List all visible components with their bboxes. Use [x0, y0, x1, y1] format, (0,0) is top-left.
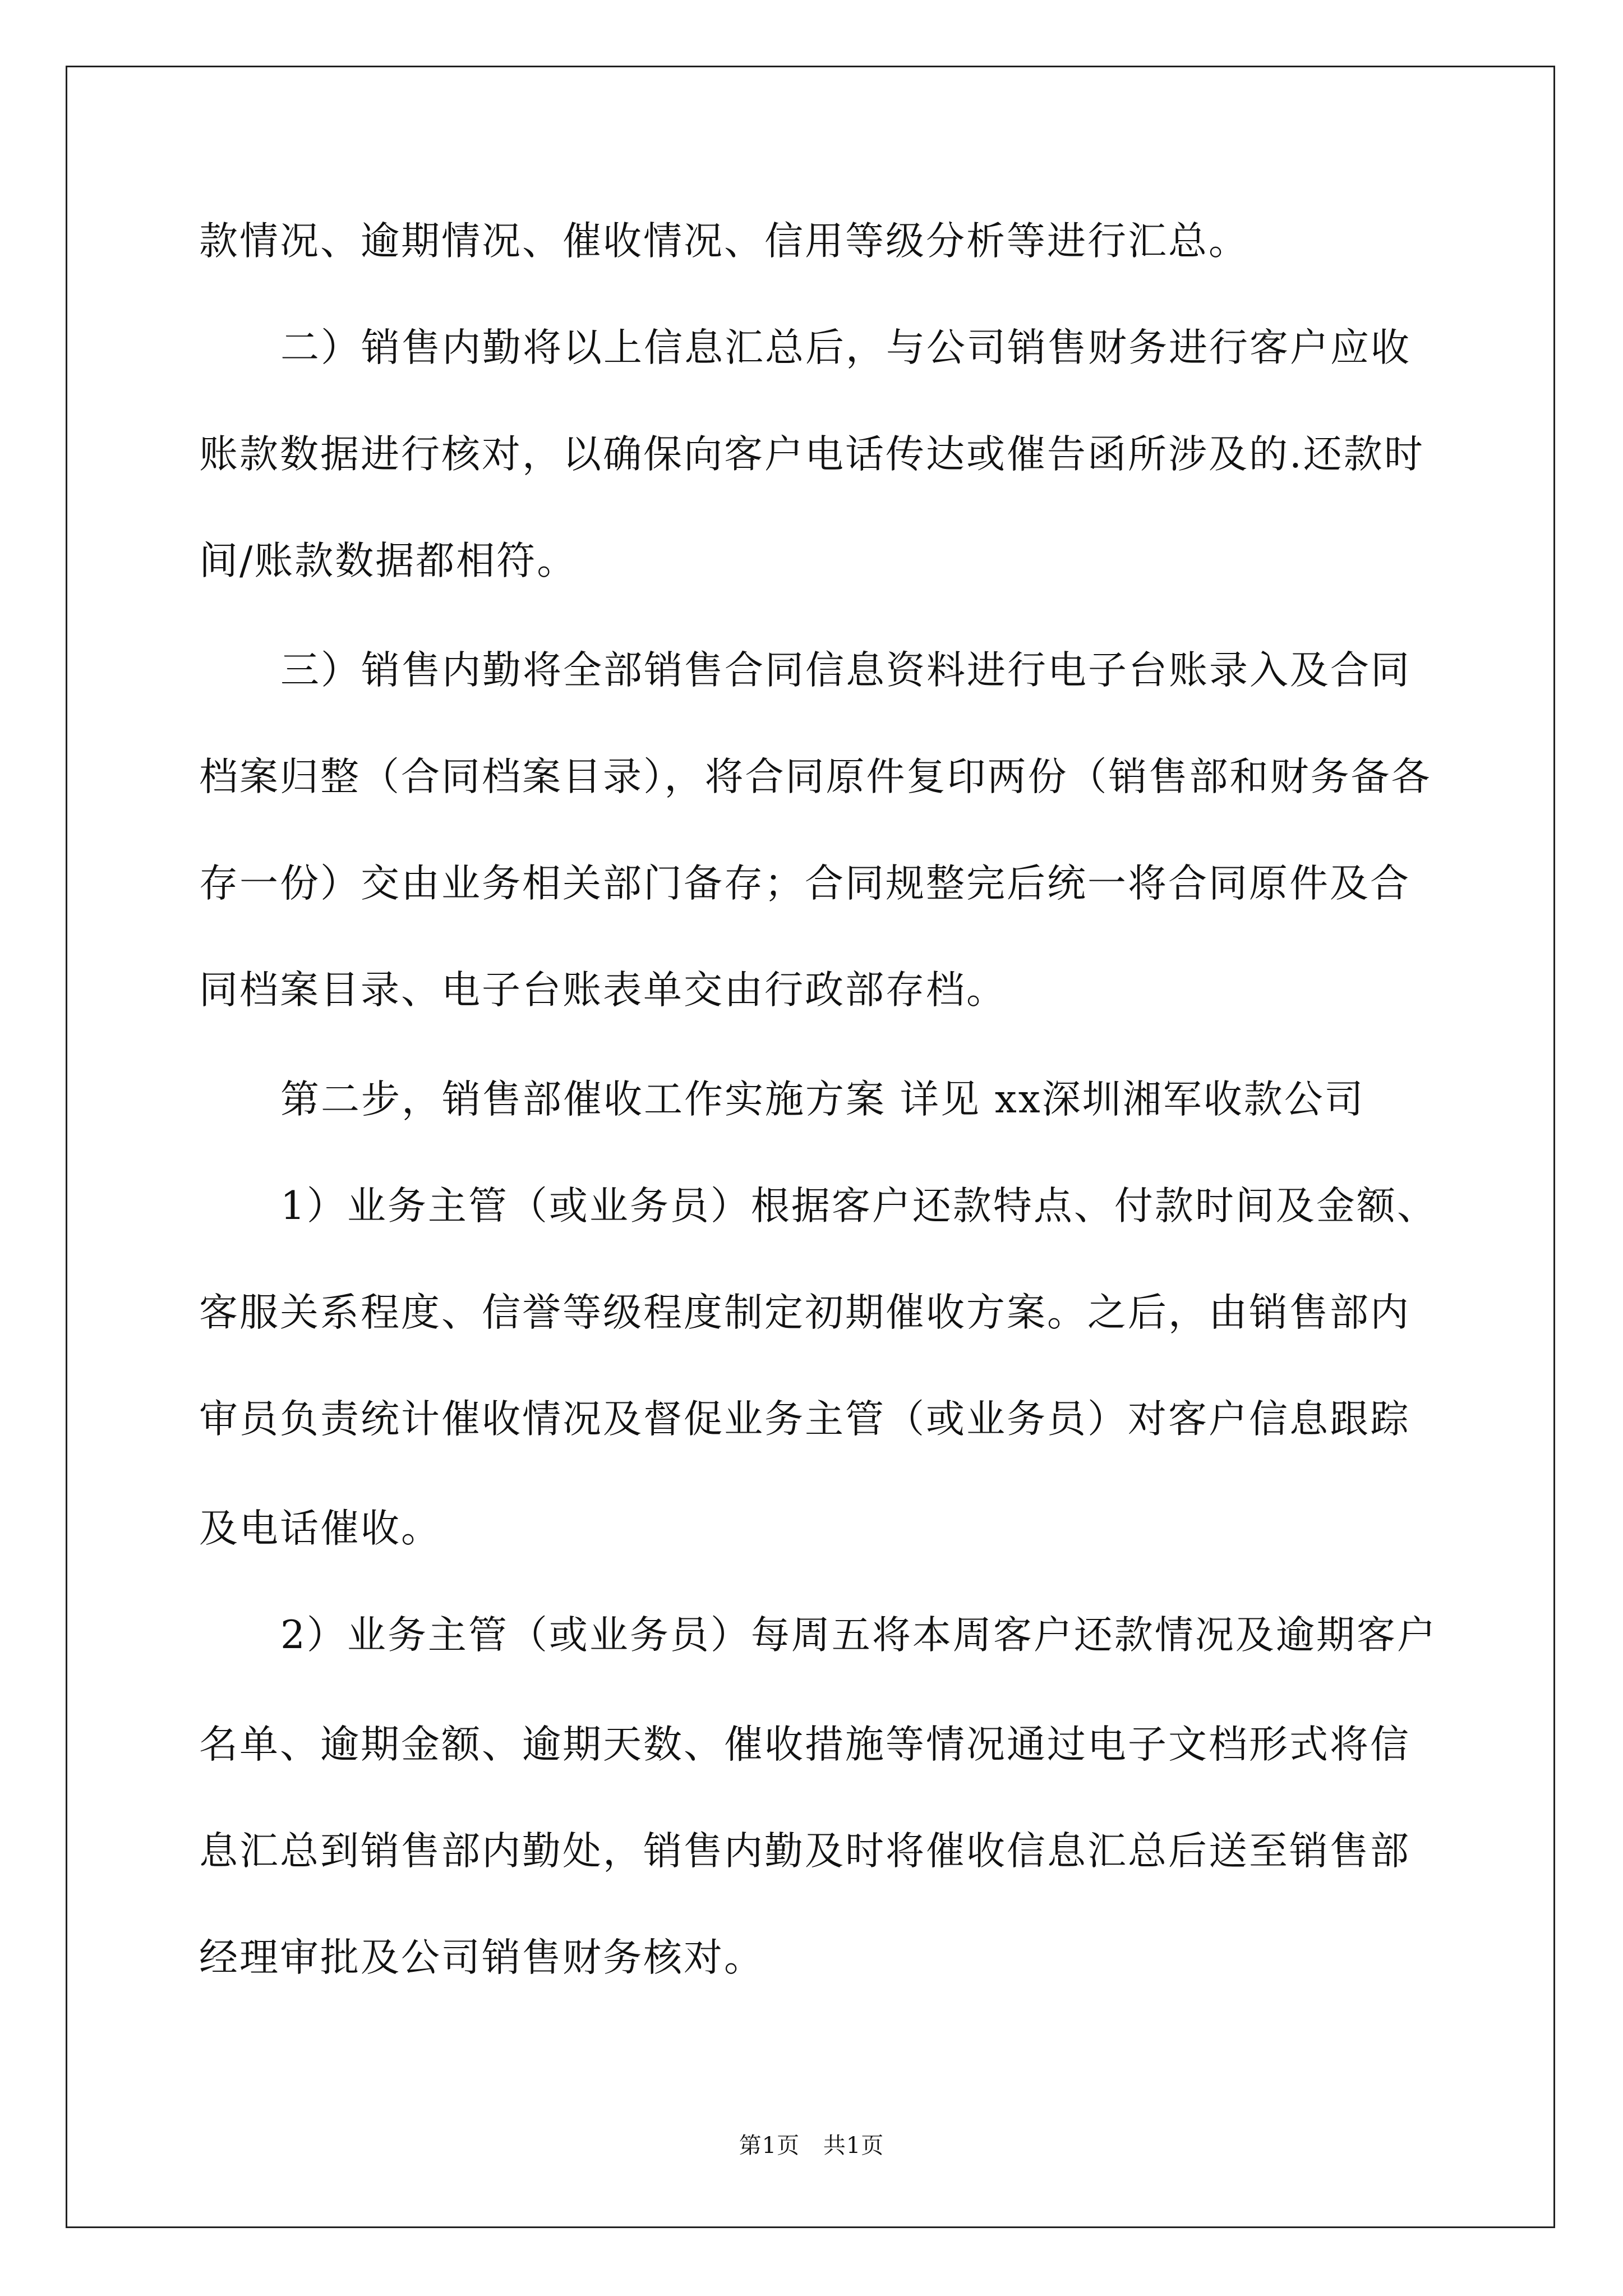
text-line: 1）业务主管（或业务员）根据客户还款特点、付款时间及金额、: [280, 1184, 1437, 1228]
text-line: 审员负责统计催收情况及督促业务主管（或业务员）对客户信息跟踪: [199, 1397, 1410, 1442]
text-line: 存一份）交由业务相关部门备存；合同规整完后统一将合同原件及合: [199, 861, 1410, 906]
text-line: 客服关系程度、信誉等级程度制定初期催收方案。之后，由销售部内: [199, 1290, 1410, 1335]
page-total: 共1页: [823, 2133, 884, 2159]
text-line: 款情况、逾期情况、催收情况、信用等级分析等进行汇总。: [199, 219, 1249, 264]
text-line: 同档案目录、电子台账表单交由行政部存档。: [199, 968, 1007, 1013]
text-line: 息汇总到销售部内勤处，销售内勤及时将催收信息汇总后送至销售部: [199, 1829, 1410, 1874]
text-line: 档案归整（合同档案目录），将合同原件复印两份（销售部和财务备各: [199, 754, 1432, 799]
text-line: 三）销售内勤将全部销售合同信息资料进行电子台账录入及合同: [280, 648, 1411, 693]
text-line: 账款数据进行核对，以确保向客户电话传达或催告函所涉及的.还款时: [199, 432, 1424, 477]
text-line: 名单、逾期金额、逾期天数、催收措施等情况通过电子文档形式将信: [199, 1722, 1410, 1767]
text-line: 及电话催收。: [199, 1506, 441, 1551]
text-line: 第二步，销售部催收工作实施方案 详见 xx深圳湘军收款公司: [280, 1077, 1365, 1122]
text-line: 2）业务主管（或业务员）每周五将本周客户还款情况及逾期客户: [280, 1613, 1437, 1658]
page-border: [66, 66, 1555, 2228]
page-footer: [0, 2129, 1623, 2162]
text-line: 二）销售内勤将以上信息汇总后，与公司销售财务进行客户应收: [280, 325, 1411, 370]
page-number: 第1页: [739, 2133, 800, 2159]
text-line: 间/账款数据都相符。: [199, 539, 578, 583]
text-line: 经理审批及公司销售财务核对。: [199, 1935, 764, 1980]
